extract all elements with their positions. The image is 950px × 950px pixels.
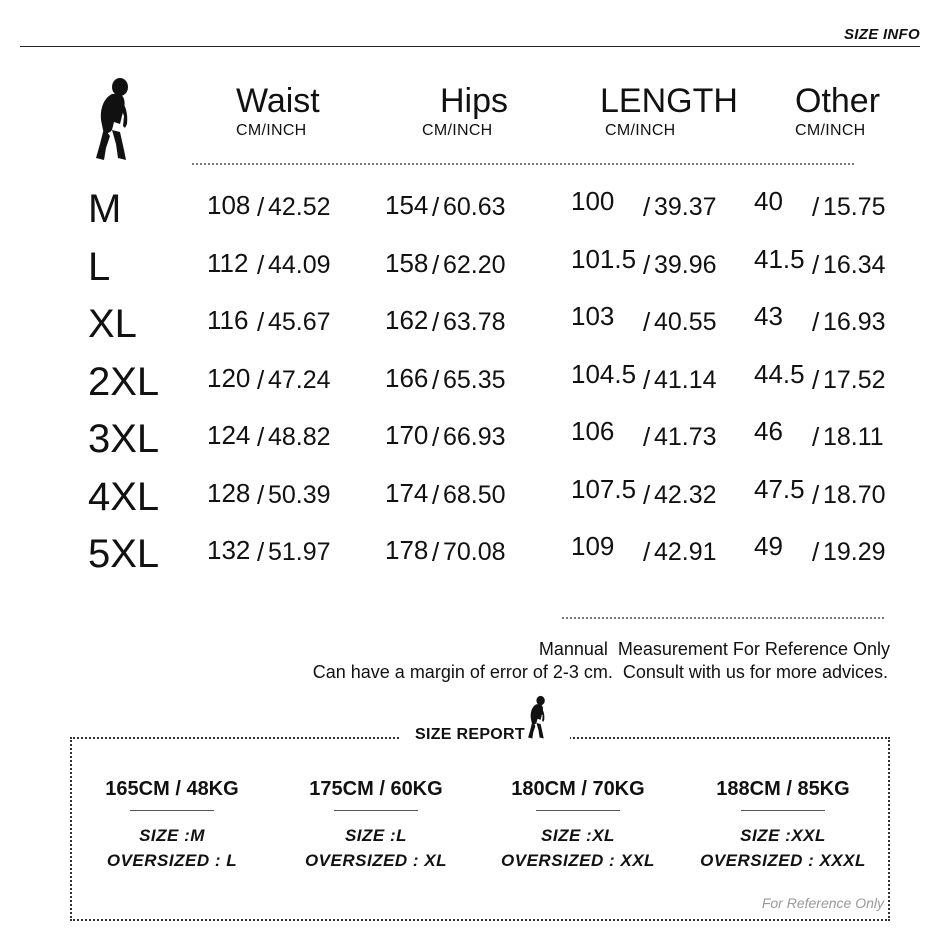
unit-separator: / <box>643 480 651 510</box>
cell-inch: 40.55 <box>654 308 717 336</box>
cell-cm: 174 <box>385 478 429 508</box>
cell-inch: 16.34 <box>823 251 886 279</box>
unit-separator: / <box>812 192 820 222</box>
cell-inch: 66.93 <box>443 423 506 451</box>
column-unit: CM/INCH <box>795 122 866 139</box>
size-label: 4XL <box>88 475 160 519</box>
cell-cm: 166 <box>385 363 429 393</box>
cell-cm: 162 <box>385 305 429 335</box>
unit-separator: / <box>643 307 651 337</box>
unit-separator: / <box>432 192 440 222</box>
unit-separator: / <box>257 365 265 395</box>
oversized-size: OVERSIZED : XL <box>304 851 448 870</box>
column-unit: CM/INCH <box>422 122 493 139</box>
cell-inch: 47.24 <box>268 366 331 394</box>
cell-inch: 18.70 <box>823 481 886 509</box>
reference-note: Mannual Measurement For Reference Only <box>538 639 890 659</box>
unit-separator: / <box>257 307 265 337</box>
cell-cm: 158 <box>385 248 429 278</box>
column-header-length <box>600 81 738 141</box>
column-name: Other <box>795 82 881 120</box>
unit-separator: / <box>257 480 265 510</box>
unit-separator: / <box>432 422 440 452</box>
column-unit: CM/INCH <box>605 122 676 139</box>
cell-inch: 17.52 <box>823 366 886 394</box>
size-report-entry <box>72 777 272 873</box>
unit-separator: / <box>432 250 440 280</box>
unit-separator: / <box>812 307 820 337</box>
cell-cm: 100 <box>571 186 615 216</box>
column-name: Hips <box>440 82 509 120</box>
unit-separator: / <box>432 537 440 567</box>
column-unit: CM/INCH <box>236 122 307 139</box>
cell-inch: 45.67 <box>268 308 331 336</box>
margin-note: Can have a margin of error of 2-3 cm. Consult with us for more advices. <box>312 662 888 682</box>
cell-inch: 63.78 <box>443 308 506 336</box>
entry-divider <box>130 810 214 811</box>
cell-inch: 41.73 <box>654 423 717 451</box>
size-label: M <box>88 187 122 231</box>
cell-cm: 154 <box>385 190 429 220</box>
cell-inch: 42.91 <box>654 538 717 566</box>
cell-cm: 103 <box>571 301 615 331</box>
cell-inch: 41.14 <box>654 366 717 394</box>
recommended-size: SIZE :XXL <box>740 826 826 845</box>
unit-separator: / <box>812 250 820 280</box>
column-header-other <box>795 81 880 141</box>
unit-separator: / <box>643 422 651 452</box>
unit-separator: / <box>812 365 820 395</box>
cell-cm: 112 <box>207 248 249 278</box>
cell-inch: 65.35 <box>443 366 506 394</box>
recommended-size: SIZE :XL <box>541 826 615 845</box>
cell-cm: 124 <box>207 420 251 450</box>
cell-cm: 107.5 <box>571 474 637 504</box>
cell-inch: 60.63 <box>443 193 506 221</box>
height-weight: 175CM / 60KG <box>309 778 443 800</box>
entry-divider <box>741 810 825 811</box>
header-dotted-divider <box>192 163 854 165</box>
height-weight: 188CM / 85KG <box>716 778 850 800</box>
unit-separator: / <box>257 192 265 222</box>
page-title: SIZE INFO <box>843 26 920 43</box>
cell-cm: 49 <box>754 531 783 561</box>
size-label: 3XL <box>88 417 160 461</box>
height-weight: 180CM / 70KG <box>511 778 645 800</box>
entry-divider <box>536 810 620 811</box>
notes-dotted-divider <box>562 617 884 619</box>
cell-inch: 19.29 <box>823 538 886 566</box>
unit-separator: / <box>257 422 265 452</box>
cell-cm: 178 <box>385 535 429 565</box>
size-report-entry <box>276 777 476 873</box>
cell-cm: 43 <box>754 301 783 331</box>
cell-inch: 39.37 <box>654 193 717 221</box>
cell-cm: 101.5 <box>571 244 637 274</box>
cell-cm: 170 <box>385 420 429 450</box>
size-label: XL <box>88 302 137 346</box>
cell-cm: 108 <box>207 190 251 220</box>
size-report-entry <box>478 777 678 873</box>
cell-inch: 42.52 <box>268 193 331 221</box>
cell-inch: 44.09 <box>268 251 331 279</box>
header-divider <box>20 46 920 47</box>
cell-cm: 40 <box>754 186 783 216</box>
unit-separator: / <box>257 250 265 280</box>
recommended-size: SIZE :M <box>139 826 205 845</box>
cell-cm: 46 <box>754 416 783 446</box>
unit-separator: / <box>432 365 440 395</box>
unit-separator: / <box>812 537 820 567</box>
cell-inch: 42.32 <box>654 481 717 509</box>
unit-separator: / <box>643 537 651 567</box>
oversized-size: OVERSIZED : XXL <box>501 851 655 870</box>
cell-cm: 47.5 <box>754 474 805 504</box>
cell-inch: 16.93 <box>823 308 886 336</box>
unit-separator: / <box>643 250 651 280</box>
height-weight: 165CM / 48KG <box>105 778 239 800</box>
size-label: 5XL <box>88 532 160 576</box>
entry-divider <box>334 810 418 811</box>
cell-cm: 41.5 <box>754 244 805 274</box>
column-header-hips <box>422 81 508 141</box>
cell-cm: 120 <box>207 363 251 393</box>
cell-cm: 128 <box>207 478 251 508</box>
cell-cm: 109 <box>571 531 615 561</box>
column-header-waist <box>236 81 320 141</box>
human-figure-icon <box>525 694 551 742</box>
unit-separator: / <box>643 192 651 222</box>
unit-separator: / <box>257 537 265 567</box>
cell-inch: 39.96 <box>654 251 717 279</box>
cell-inch: 51.97 <box>268 538 331 566</box>
cell-inch: 70.08 <box>443 538 506 566</box>
reference-only-note: For Reference Only <box>761 895 884 911</box>
oversized-size: OVERSIZED : L <box>106 851 238 870</box>
cell-cm: 104.5 <box>571 359 637 389</box>
cell-cm: 116 <box>207 305 249 335</box>
cell-cm: 44.5 <box>754 359 805 389</box>
cell-cm: 106 <box>571 416 615 446</box>
cell-inch: 15.75 <box>823 193 886 221</box>
unit-separator: / <box>643 365 651 395</box>
unit-separator: / <box>812 422 820 452</box>
size-label: L <box>88 245 111 289</box>
cell-inch: 62.20 <box>443 251 506 279</box>
column-name: LENGTH <box>600 82 738 120</box>
size-report-entry <box>683 777 883 873</box>
cell-inch: 68.50 <box>443 481 506 509</box>
cell-inch: 18.11 <box>823 423 884 451</box>
recommended-size: SIZE :L <box>344 826 408 845</box>
column-name: Waist <box>236 82 320 120</box>
cell-cm: 132 <box>207 535 251 565</box>
size-label: 2XL <box>88 360 160 404</box>
human-figure-icon <box>90 78 140 163</box>
cell-inch: 48.82 <box>268 423 331 451</box>
unit-separator: / <box>432 480 440 510</box>
oversized-size: OVERSIZED : XXXL <box>700 851 866 870</box>
cell-inch: 50.39 <box>268 481 331 509</box>
size-report-title: SIZE REPORT <box>415 726 525 743</box>
unit-separator: / <box>812 480 820 510</box>
unit-separator: / <box>432 307 440 337</box>
